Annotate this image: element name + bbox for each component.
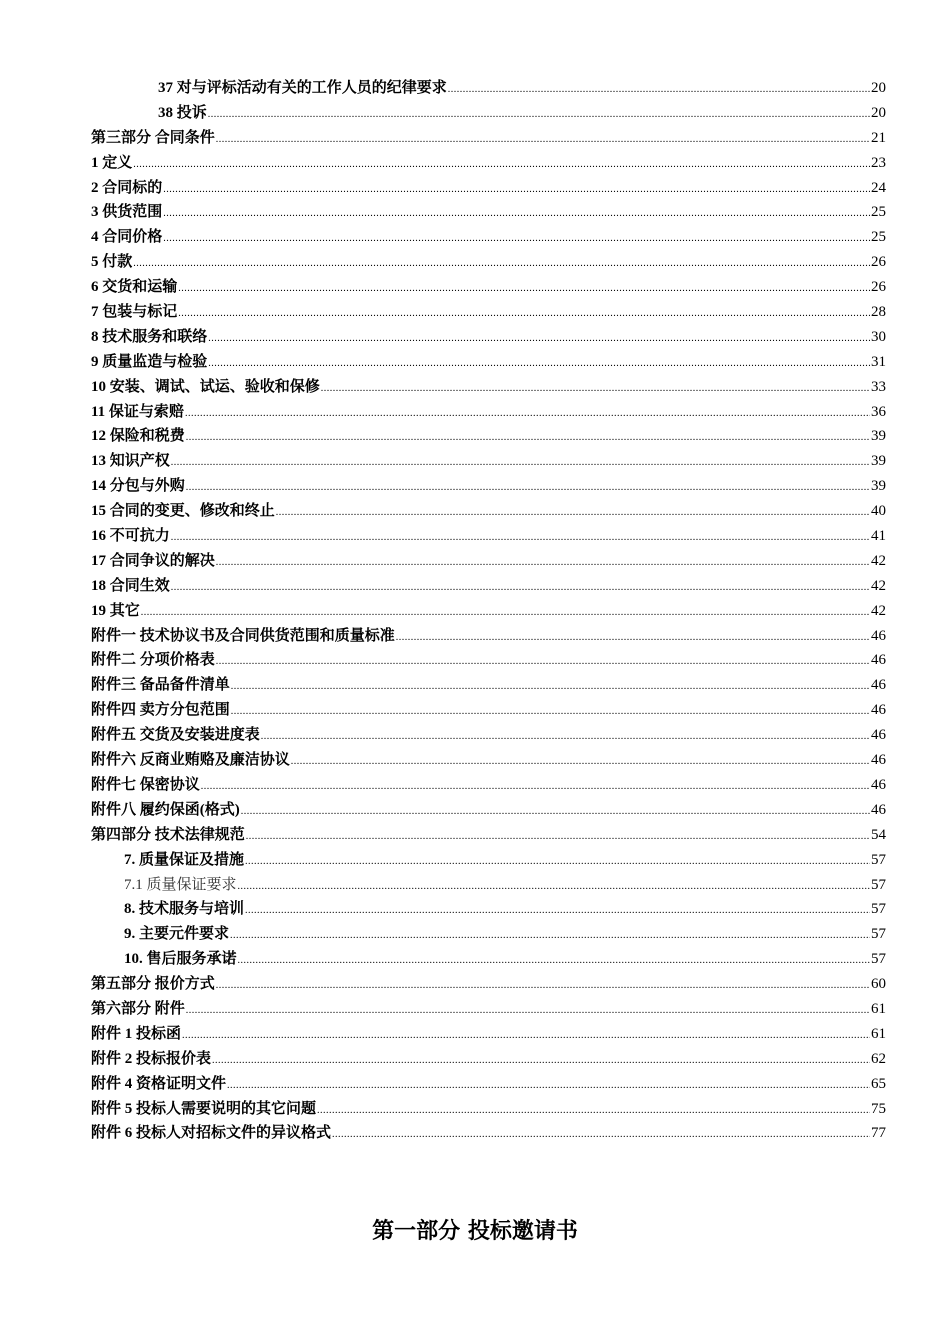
toc-page-number: 23 (871, 154, 886, 171)
toc-dot-leader (276, 501, 870, 526)
toc-entry[interactable] (91, 200, 886, 225)
toc-dot-leader (171, 451, 870, 476)
toc-entry-title: 第三部分 合同条件 (91, 129, 215, 146)
toc-dot-leader (245, 899, 870, 924)
toc-page-number: 61 (871, 1025, 886, 1042)
toc-entry[interactable] (91, 624, 886, 649)
toc-entry[interactable] (91, 574, 886, 599)
toc-entry[interactable] (91, 673, 886, 698)
toc-page-number: 46 (871, 627, 886, 644)
toc-dot-leader (246, 825, 870, 850)
toc-entry-title: 10 安装、调试、试运、验收和保修 (91, 378, 320, 395)
toc-entry[interactable] (91, 1097, 886, 1122)
toc-page-number: 75 (871, 1100, 886, 1117)
toc-entry-title: 第五部分 报价方式 (91, 976, 215, 993)
toc-entry-title: 附件 6 投标人对招标文件的异议格式 (91, 1125, 332, 1142)
toc-entry[interactable] (91, 972, 886, 997)
toc-page-number: 41 (871, 528, 886, 545)
toc-page-number: 46 (871, 752, 886, 769)
toc-entry-title: 8 技术服务和联络 (91, 328, 208, 345)
toc-dot-leader (133, 153, 870, 178)
toc-page-number: 24 (871, 179, 886, 196)
toc-entry[interactable] (91, 798, 886, 823)
toc-page-number: 42 (871, 602, 886, 619)
toc-entry-title: 附件五 交货及安装进度表 (91, 727, 260, 744)
toc-entry[interactable] (91, 474, 886, 499)
toc-entry[interactable] (91, 947, 886, 972)
toc-entry-title: 1 定义 (91, 154, 133, 171)
toc-entry-title: 6 交货和运输 (91, 279, 178, 296)
toc-entry-title: 第六部分 附件 (91, 1000, 185, 1017)
toc-entry-title: 11 保证与索赔 (91, 403, 184, 420)
toc-entry[interactable] (91, 748, 886, 773)
toc-dot-leader (163, 202, 870, 227)
toc-entry[interactable] (91, 101, 886, 126)
toc-dot-leader (230, 924, 870, 949)
toc-page-number: 31 (871, 353, 886, 370)
toc-dot-leader (178, 302, 870, 327)
toc-page-number: 60 (871, 976, 886, 993)
toc-entry-title: 7. 质量保证及措施 (124, 851, 245, 868)
toc-entry[interactable] (91, 350, 886, 375)
toc-entry-title: 16 不可抗力 (91, 528, 170, 545)
toc-entry-title: 13 知识产权 (91, 453, 170, 470)
toc-entry-title: 38 投诉 (158, 104, 207, 121)
toc-dot-leader (317, 1099, 870, 1124)
toc-dot-leader (261, 725, 870, 750)
toc-page-number: 57 (871, 926, 886, 943)
toc-dot-leader (208, 327, 870, 352)
toc-entry-title: 附件三 备品备件清单 (91, 677, 230, 694)
toc-entry[interactable] (91, 599, 886, 624)
toc-entry[interactable] (91, 524, 886, 549)
toc-entry[interactable] (91, 873, 886, 898)
toc-page-number: 61 (871, 1000, 886, 1017)
toc-entry[interactable] (91, 76, 886, 101)
toc-page-number: 62 (871, 1050, 886, 1067)
toc-dot-leader (238, 949, 870, 974)
toc-dot-leader (216, 650, 870, 675)
section-title: 第一部分 投标邀请书 (372, 1219, 578, 1244)
toc-entry[interactable] (91, 275, 886, 300)
toc-dot-leader (178, 277, 870, 302)
toc-page-number: 65 (871, 1075, 886, 1092)
toc-page-number: 21 (871, 129, 886, 146)
toc-entry[interactable] (91, 449, 886, 474)
toc-entry-title: 附件七 保密协议 (91, 776, 200, 793)
toc-entry[interactable] (91, 400, 886, 425)
toc-entry[interactable] (91, 424, 886, 449)
toc-entry-title: 第四部分 技术法律规范 (91, 826, 245, 843)
toc-page-number: 20 (871, 104, 886, 121)
toc-entry-title: 附件 5 投标人需要说明的其它问题 (91, 1100, 317, 1117)
toc-page-number: 57 (871, 876, 886, 893)
toc-entry-title: 8. 技术服务与培训 (124, 901, 245, 918)
toc-dot-leader (133, 252, 870, 277)
toc-page-number: 25 (871, 229, 886, 246)
toc-entry-title: 附件 2 投标报价表 (91, 1050, 212, 1067)
toc-entry-title: 18 合同生效 (91, 577, 170, 594)
toc-entry[interactable] (91, 1072, 886, 1097)
toc-entry-title: 5 付款 (91, 254, 133, 271)
toc-entry-title: 19 其它 (91, 602, 140, 619)
toc-dot-leader (171, 576, 870, 601)
toc-entry[interactable] (91, 549, 886, 574)
toc-dot-leader (291, 750, 870, 775)
toc-page-number: 46 (871, 702, 886, 719)
toc-page-number: 39 (871, 478, 886, 495)
toc-entry-title: 附件六 反商业贿赂及廉洁协议 (91, 752, 290, 769)
toc-entry-title: 2 合同标的 (91, 179, 163, 196)
toc-dot-leader (238, 875, 870, 900)
toc-page-number: 46 (871, 801, 886, 818)
toc-page-number: 57 (871, 951, 886, 968)
toc-entry-title: 9 质量监造与检验 (91, 353, 208, 370)
toc-entry[interactable] (91, 225, 886, 250)
toc-dot-leader (186, 476, 870, 501)
toc-entry[interactable] (91, 823, 886, 848)
toc-dot-leader (332, 1123, 870, 1148)
toc-entry[interactable] (91, 698, 886, 723)
toc-page-number: 39 (871, 428, 886, 445)
toc-entry-title: 附件二 分项价格表 (91, 652, 215, 669)
toc-page-number: 46 (871, 776, 886, 793)
toc-dot-leader (185, 402, 870, 427)
toc-entry-title: 17 合同争议的解决 (91, 552, 215, 569)
toc-page-number: 46 (871, 652, 886, 669)
toc-entry[interactable] (91, 375, 886, 400)
toc-dot-leader (163, 178, 870, 203)
toc-dot-leader (182, 1024, 870, 1049)
toc-dot-leader (212, 1049, 870, 1074)
toc-page-number: 42 (871, 552, 886, 569)
toc-entry[interactable] (91, 922, 886, 947)
toc-entry[interactable] (91, 897, 886, 922)
toc-entry-title: 37 对与评标活动有关的工作人员的纪律要求 (158, 80, 447, 96)
toc-page-number: 36 (871, 403, 886, 420)
toc-dot-leader (216, 128, 870, 153)
toc-dot-leader (245, 850, 870, 875)
toc-dot-leader (201, 775, 870, 800)
toc-dot-leader (241, 800, 870, 825)
toc-entry-title: 附件八 履约保函(格式) (91, 801, 240, 818)
toc-page-number: 26 (871, 254, 886, 271)
toc-entry[interactable] (91, 773, 886, 798)
toc-dot-leader (208, 352, 870, 377)
toc-page-number: 25 (871, 204, 886, 221)
toc-entry-title: 附件一 技术协议书及合同供货范围和质量标准 (91, 627, 395, 644)
toc-entry[interactable] (91, 723, 886, 748)
toc-dot-leader (186, 999, 870, 1024)
toc-dot-leader (171, 526, 870, 551)
toc-dot-leader (227, 1074, 870, 1099)
toc-dot-leader (396, 626, 870, 651)
toc-entry[interactable] (91, 997, 886, 1022)
toc-entry[interactable] (91, 300, 886, 325)
table-of-contents (91, 76, 886, 1146)
toc-dot-leader (163, 227, 870, 252)
toc-page-number: 26 (871, 279, 886, 296)
toc-entry[interactable] (91, 499, 886, 524)
toc-entry-title: 12 保险和税费 (91, 428, 185, 445)
toc-page-number: 46 (871, 677, 886, 694)
toc-page-number: 57 (871, 901, 886, 918)
toc-entry[interactable] (91, 325, 886, 350)
toc-dot-leader (216, 551, 870, 576)
toc-entry-title: 附件四 卖方分包范围 (91, 702, 230, 719)
toc-entry[interactable] (91, 126, 886, 151)
toc-entry[interactable] (91, 1022, 886, 1047)
toc-page-number: 42 (871, 577, 886, 594)
toc-page-number: 46 (871, 727, 886, 744)
toc-page-number: 39 (871, 453, 886, 470)
toc-page-number: 57 (871, 851, 886, 868)
toc-entry-title: 10. 售后服务承诺 (124, 951, 237, 968)
toc-entry-title: 9. 主要元件要求 (124, 926, 230, 943)
toc-entry[interactable] (91, 151, 886, 176)
toc-dot-leader (186, 426, 870, 451)
toc-dot-leader (208, 103, 870, 128)
toc-page-number: 54 (871, 826, 886, 843)
toc-page-number: 40 (871, 503, 886, 520)
toc-dot-leader (448, 78, 870, 103)
toc-page-number: 28 (871, 304, 886, 321)
toc-page-number: 33 (871, 378, 886, 395)
toc-entry[interactable] (91, 176, 886, 201)
toc-entry[interactable] (91, 848, 886, 873)
toc-entry[interactable] (91, 250, 886, 275)
toc-entry[interactable] (91, 1047, 886, 1072)
toc-dot-leader (231, 700, 870, 725)
toc-dot-leader (216, 974, 870, 999)
toc-entry[interactable] (91, 648, 886, 673)
toc-dot-leader (141, 601, 870, 626)
toc-page-number: 20 (871, 80, 886, 96)
toc-entry-title: 附件 1 投标函 (91, 1025, 182, 1042)
toc-entry-title: 3 供货范围 (91, 204, 163, 221)
toc-entry[interactable] (91, 1121, 886, 1146)
toc-entry-title: 14 分包与外购 (91, 478, 185, 495)
toc-entry-title: 4 合同价格 (91, 229, 163, 246)
toc-page-number: 77 (871, 1125, 886, 1142)
toc-entry-title: 15 合同的变更、修改和终止 (91, 503, 275, 520)
toc-dot-leader (321, 377, 870, 402)
toc-entry-title: 附件 4 资格证明文件 (91, 1075, 227, 1092)
toc-entry-title: 7 包装与标记 (91, 304, 178, 321)
toc-page-number: 30 (871, 328, 886, 345)
toc-dot-leader (231, 675, 870, 700)
toc-entry-title: 7.1 质量保证要求 (124, 876, 237, 893)
